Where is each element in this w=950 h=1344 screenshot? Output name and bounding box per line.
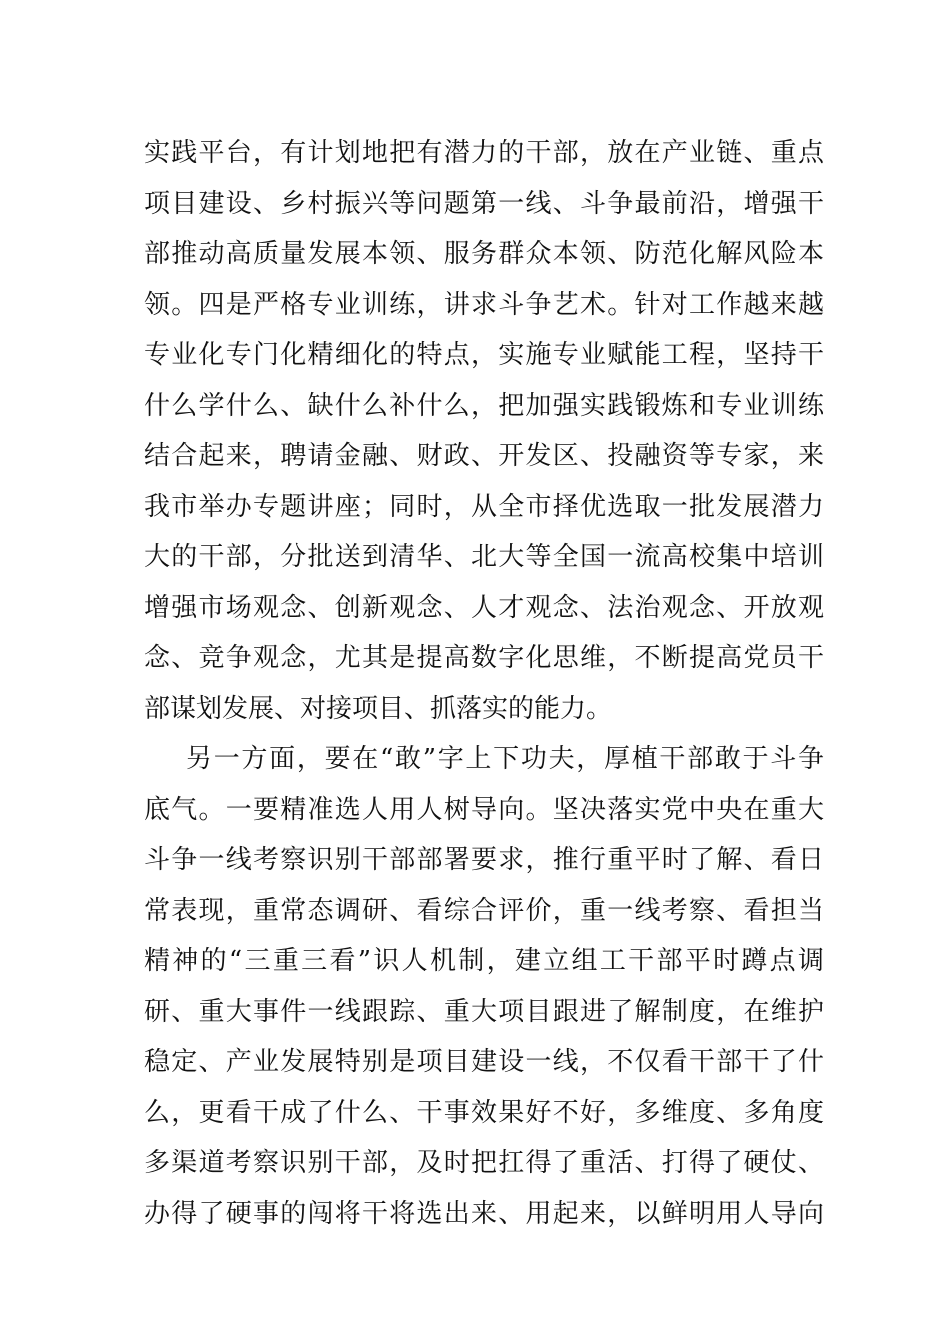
text-line: 大的干部，分批送到清华、北大等全国一流高校集中培训 <box>144 542 824 572</box>
text-line: 精神的“三重三看”识人机制，建立组工干部平时蹲点调 <box>144 946 824 976</box>
text-line: 部推动高质量发展本领、服务群众本领、防范化解风险本 <box>144 239 824 269</box>
text-line: 领。四是严格专业训练，讲求斗争艺术。针对工作越来越 <box>144 289 824 320</box>
text-line: 研、重大事件一线跟踪、重大项目跟进了解制度，在维护 <box>144 996 824 1027</box>
text-line: 什么学什么、缺什么补什么，把加强实践锻炼和专业训练 <box>144 390 824 421</box>
text-line: 结合起来，聘请金融、财政、开发区、投融资等专家，来 <box>144 441 824 471</box>
text-line: 办得了硬事的闯将干将选出来、用起来，以鲜明用人导向 <box>144 1198 824 1229</box>
text-line: 项目建设、乡村振兴等问题第一线、斗争最前沿，增强干 <box>144 188 824 219</box>
text-line: 实践平台，有计划地把有潜力的干部，放在产业链、重点 <box>144 138 824 168</box>
text-line: 么，更看干成了什么、干事效果好不好，多维度、多角度 <box>144 1097 824 1128</box>
text-line: 增强市场观念、创新观念、人才观念、法治观念、开放观 <box>144 592 824 623</box>
text-line: 我市举办专题讲座；同时，从全市择优选取一批发展潜力 <box>144 491 824 522</box>
text-line: 底气。一要精准选人用人树导向。坚决落实党中央在重大 <box>144 794 824 825</box>
paragraph-end-line: 部谋划发展、对接项目、抓落实的能力。 <box>144 693 613 724</box>
text-line: 多渠道考察识别干部，及时把扛得了重活、打得了硬仗、 <box>144 1148 824 1178</box>
body-text <box>144 128 824 1239</box>
text-line: 斗争一线考察识别干部部署要求，推行重平时了解、看日 <box>144 845 824 875</box>
paragraph-start-line: 另一方面，要在“敢”字上下功夫，厚植干部敢于斗争 <box>186 744 824 774</box>
text-line: 专业化专门化精细化的特点，实施专业赋能工程，坚持干 <box>144 340 824 370</box>
text-line: 常表现，重常态调研、看综合评价，重一线考察、看担当 <box>144 895 824 926</box>
text-line: 稳定、产业发展特别是项目建设一线，不仅看干部干了什 <box>144 1047 824 1077</box>
text-line: 念、竞争观念，尤其是提高数字化思维，不断提高党员干 <box>144 643 824 673</box>
